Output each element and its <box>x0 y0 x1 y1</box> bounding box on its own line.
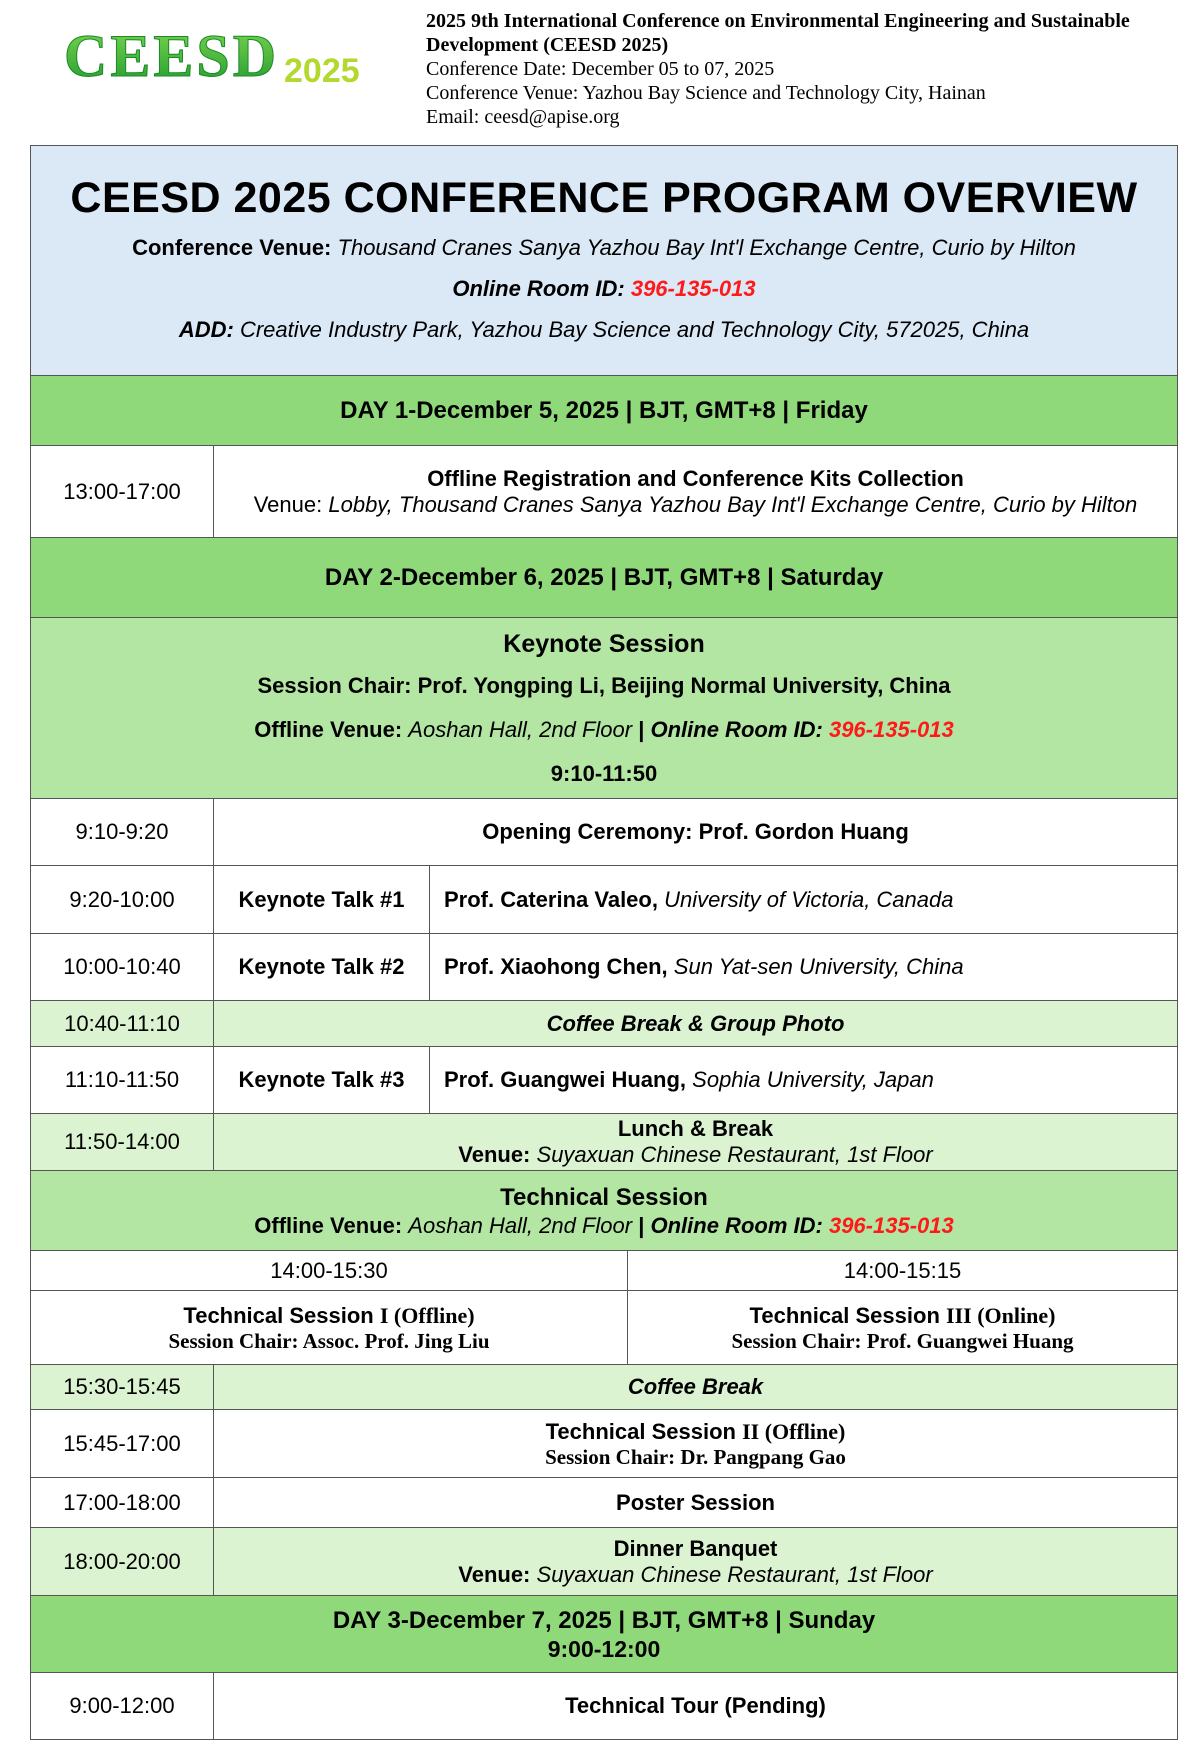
time-cell: 17:00-18:00 <box>63 1489 181 1515</box>
keynote-talk-row <box>31 933 1177 1000</box>
time-cell: 11:10-11:50 <box>64 1067 180 1092</box>
svg-text:CEESD: CEESD <box>64 23 280 89</box>
conference-venue: Conference Venue: Yazhou Bay Science and Technology City, Hainan <box>426 82 986 104</box>
overview-venue: Conference Venue: Thousand Cranes Sanya Yazhou Bay Int'l Exchange Centre, Curio by Hilton <box>132 235 1076 260</box>
overview-address: ADD: Creative Industry Park, Yazhou Bay Science and Technology City, 572025, China <box>178 317 1030 342</box>
time-cell: 15:30-15:45 <box>63 1374 181 1399</box>
technical-tour-label: Technical Tour (Pending) <box>213 1673 1177 1739</box>
conference-date: Conference Date: December 05 to 07, 2025 <box>426 58 775 80</box>
opening-ceremony: Opening Ceremony: Prof. Gordon Huang <box>213 799 1177 865</box>
registration-title: Offline Registration and Conference Kits Collection <box>427 465 964 491</box>
time-cell: 9:10-9:20 <box>75 819 169 844</box>
time-cell: 13:00-17:00 <box>63 478 181 504</box>
page-header <box>0 0 1200 140</box>
opening-ceremony-row <box>31 798 1177 865</box>
conference-info <box>426 9 1196 129</box>
coffee-break-label: Coffee Break <box>213 1365 1177 1409</box>
keynote-session-chair: Session Chair: Prof. Yongping Li, Beijing Normal University, China <box>257 673 951 698</box>
program-table <box>30 145 1178 1740</box>
technical-session-3: Technical Session III (Online) Session Chair: Prof. Guangwei Huang <box>627 1291 1177 1364</box>
day3-title: DAY 3-December 7, 2025 | BJT, GMT+8 | Sunday <box>332 1607 876 1634</box>
technical-tour-row <box>31 1672 1177 1739</box>
coffee-break-label: Coffee Break & Group Photo <box>213 1001 1177 1046</box>
dinner-row <box>31 1527 1177 1595</box>
keynote-talk-row <box>31 1046 1177 1113</box>
talk-label: Keynote Talk #3 <box>213 1047 429 1113</box>
time-cell: 11:50-14:00 <box>64 1129 180 1154</box>
technical-session-title: Technical Session <box>500 1183 708 1211</box>
lunch-title: Lunch & Break <box>617 1116 774 1141</box>
overview-block <box>31 146 1177 375</box>
poster-session-row <box>31 1477 1177 1527</box>
ceesd-logo <box>64 14 399 104</box>
technical-session-1: Technical Session I (Offline) Session Chair: Assoc. Prof. Jing Liu <box>168 1302 490 1353</box>
time-cell: 15:45-17:00 <box>63 1430 181 1456</box>
svg-text:2025: 2025 <box>284 52 360 90</box>
lunch-venue: Venue: Suyaxuan Chinese Restaurant, 1st Floor <box>458 1142 933 1167</box>
time-cell: 18:00-20:00 <box>63 1548 181 1574</box>
dinner-title: Dinner Banquet <box>613 1535 778 1561</box>
time-cell: 9:20-10:00 <box>69 886 175 912</box>
talk-label: Keynote Talk #1 <box>213 866 429 933</box>
conference-email[interactable]: Email: ceesd@apise.org <box>426 106 620 128</box>
overview-title: CEESD 2025 CONFERENCE PROGRAM OVERVIEW <box>70 174 1138 222</box>
technical-session-2: Technical Session II (Offline) Session Chair: Dr. Pangpang Gao <box>213 1410 1177 1477</box>
dinner-venue: Venue: Suyaxuan Chinese Restaurant, 1st Floor <box>458 1561 933 1587</box>
coffee-break-row <box>31 1000 1177 1046</box>
lunch-row <box>31 1113 1177 1170</box>
poster-session-label: Poster Session <box>213 1478 1177 1527</box>
time-cell: 14:00-15:30 <box>270 1257 388 1283</box>
time-cell: 14:00-15:15 <box>627 1251 1177 1290</box>
technical-session-header <box>31 1170 1177 1250</box>
time-cell: 9:00-12:00 <box>69 1693 175 1718</box>
parallel-times-row <box>31 1250 1177 1290</box>
talk-detail: Prof. Xiaohong Chen, Sun Yat-sen University, China <box>429 934 1177 1000</box>
conference-title: 2025 9th International Conference on Environmental Engineering and Sustainable Development (CEESD 2025) <box>426 10 1130 56</box>
day2-header: DAY 2-December 6, 2025 | BJT, GMT+8 | Saturday <box>31 537 1177 617</box>
keynote-talk-row <box>31 865 1177 933</box>
day3-time: 9:00-12:00 <box>547 1636 661 1662</box>
technical-session-2-row <box>31 1409 1177 1477</box>
coffee-break-row <box>31 1364 1177 1409</box>
talk-label: Keynote Talk #2 <box>213 934 429 1000</box>
keynote-session-title: Keynote Session <box>503 630 705 658</box>
keynote-session-block <box>31 617 1177 798</box>
day1-header: DAY 1-December 5, 2025 | BJT, GMT+8 | Friday <box>31 375 1177 445</box>
keynote-session-venue: Offline Venue: Aoshan Hall, 2nd Floor | Online Room ID: 396-135-013 <box>254 717 954 742</box>
overview-online-room: Online Room ID: 396-135-013 <box>452 276 756 301</box>
day3-header <box>31 1595 1177 1672</box>
time-cell: 10:40-11:10 <box>64 1010 180 1036</box>
technical-session-venue: Offline Venue: Aoshan Hall, 2nd Floor | Online Room ID: 396-135-013 <box>254 1212 954 1238</box>
keynote-session-time: 9:10-11:50 <box>550 761 658 786</box>
registration-venue: Venue: Lobby, Thousand Cranes Sanya Yazhou Bay Int'l Exchange Centre, Curio by Hilton <box>253 491 1138 517</box>
talk-detail: Prof. Caterina Valeo, University of Victoria, Canada <box>429 866 1177 933</box>
talk-detail: Prof. Guangwei Huang, Sophia University, Japan <box>429 1047 1177 1113</box>
time-cell: 10:00-10:40 <box>63 954 181 979</box>
parallel-sessions-row <box>31 1290 1177 1364</box>
day1-registration-row <box>31 445 1177 537</box>
